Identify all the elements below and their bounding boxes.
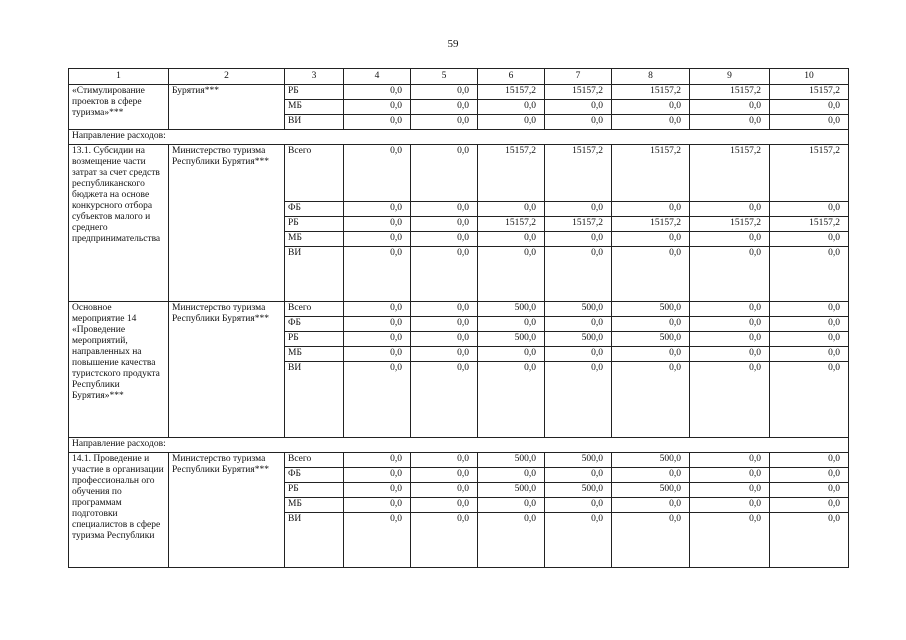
page-number: 59 (447, 38, 459, 50)
amount-cell: 0,0 (344, 483, 411, 498)
amount-cell: 15157,2 (690, 145, 770, 202)
amount-cell: 0,0 (612, 498, 690, 513)
expense-direction-row (69, 438, 849, 453)
amount-cell: 0,0 (690, 453, 770, 468)
amount-cell: 0,0 (411, 453, 478, 468)
amount-cell: 0,0 (770, 115, 849, 130)
table-row (69, 302, 849, 317)
amount-cell: 0,0 (344, 217, 411, 232)
expense-direction-label: Направление расходов: (69, 130, 849, 145)
executor-cell: Бурятия*** (169, 85, 285, 130)
amount-cell: 0,0 (344, 453, 411, 468)
table-row (69, 145, 849, 202)
amount-cell: 0,0 (344, 317, 411, 332)
amount-cell: 0,0 (770, 100, 849, 115)
amount-cell: 0,0 (612, 468, 690, 483)
amount-cell: 0,0 (411, 317, 478, 332)
amount-cell: 0,0 (690, 115, 770, 130)
amount-cell: 0,0 (411, 347, 478, 362)
amount-cell: 0,0 (612, 100, 690, 115)
amount-cell: 0,0 (411, 115, 478, 130)
amount-cell: 15157,2 (690, 217, 770, 232)
table-header-row (69, 69, 849, 85)
amount-cell: 0,0 (344, 232, 411, 247)
amount-cell: 0,0 (344, 332, 411, 347)
amount-cell: 0,0 (411, 232, 478, 247)
amount-cell: 0,0 (478, 498, 545, 513)
amount-cell: 500,0 (612, 483, 690, 498)
program-name-cell: 13.1. Субсидии на возмещение части затрат за счет средств республиканского бюджета на основе конкурсного отбора субъектов малого и среднего предпринимательства (69, 145, 169, 302)
amount-cell: 0,0 (411, 85, 478, 100)
funding-source-cell: МБ (285, 347, 344, 362)
amount-cell: 0,0 (545, 513, 612, 568)
funding-source-cell: РБ (285, 483, 344, 498)
amount-cell: 500,0 (612, 302, 690, 317)
amount-cell: 0,0 (478, 468, 545, 483)
amount-cell: 0,0 (478, 202, 545, 217)
amount-cell: 0,0 (478, 232, 545, 247)
column-number-header: 6 (478, 69, 545, 85)
table-row (69, 453, 849, 468)
amount-cell: 0,0 (690, 302, 770, 317)
amount-cell: 0,0 (478, 100, 545, 115)
amount-cell: 500,0 (478, 453, 545, 468)
amount-cell: 500,0 (545, 332, 612, 347)
amount-cell: 15157,2 (612, 145, 690, 202)
amount-cell: 0,0 (690, 468, 770, 483)
column-number-header: 4 (344, 69, 411, 85)
funding-source-cell: РБ (285, 217, 344, 232)
amount-cell: 15157,2 (612, 85, 690, 100)
amount-cell: 0,0 (344, 513, 411, 568)
executor-cell: Министерство туризма Республики Бурятия*** (169, 302, 285, 438)
amount-cell: 0,0 (612, 202, 690, 217)
amount-cell: 0,0 (411, 100, 478, 115)
amount-cell: 0,0 (545, 362, 612, 438)
amount-cell: 0,0 (344, 347, 411, 362)
amount-cell: 15157,2 (478, 145, 545, 202)
funding-source-cell: Всего (285, 145, 344, 202)
funding-source-cell: ВИ (285, 362, 344, 438)
amount-cell: 500,0 (545, 453, 612, 468)
column-number-header: 2 (169, 69, 285, 85)
amount-cell: 500,0 (478, 332, 545, 347)
amount-cell: 0,0 (545, 115, 612, 130)
amount-cell: 0,0 (344, 302, 411, 317)
amount-cell: 0,0 (612, 362, 690, 438)
amount-cell: 0,0 (411, 247, 478, 302)
amount-cell: 0,0 (344, 498, 411, 513)
amount-cell: 0,0 (612, 513, 690, 568)
amount-cell: 0,0 (545, 347, 612, 362)
amount-cell: 500,0 (612, 332, 690, 347)
amount-cell: 0,0 (545, 468, 612, 483)
table-row (69, 85, 849, 100)
amount-cell: 0,0 (478, 115, 545, 130)
amount-cell: 0,0 (545, 498, 612, 513)
amount-cell: 0,0 (690, 362, 770, 438)
amount-cell: 0,0 (411, 498, 478, 513)
amount-cell: 0,0 (690, 483, 770, 498)
column-number-header: 7 (545, 69, 612, 85)
program-name-cell: Основное мероприятие 14 «Проведение мероприятий, направленных на повышение качества туристского продукта Республики Бурятия»*** (69, 302, 169, 438)
column-number-header: 9 (690, 69, 770, 85)
amount-cell: 0,0 (344, 362, 411, 438)
amount-cell: 0,0 (690, 247, 770, 302)
amount-cell: 15157,2 (478, 217, 545, 232)
amount-cell: 0,0 (545, 317, 612, 332)
amount-cell: 0,0 (690, 202, 770, 217)
funding-source-cell: ФБ (285, 317, 344, 332)
funding-source-cell: ВИ (285, 115, 344, 130)
amount-cell: 0,0 (770, 232, 849, 247)
amount-cell: 0,0 (770, 513, 849, 568)
amount-cell: 0,0 (545, 232, 612, 247)
amount-cell: 0,0 (344, 100, 411, 115)
amount-cell: 0,0 (612, 247, 690, 302)
amount-cell: 15157,2 (770, 217, 849, 232)
amount-cell: 0,0 (770, 202, 849, 217)
amount-cell: 0,0 (690, 317, 770, 332)
amount-cell: 0,0 (478, 347, 545, 362)
amount-cell: 0,0 (344, 247, 411, 302)
amount-cell: 0,0 (411, 217, 478, 232)
amount-cell: 0,0 (770, 483, 849, 498)
amount-cell: 0,0 (690, 498, 770, 513)
amount-cell: 0,0 (478, 317, 545, 332)
amount-cell: 15157,2 (612, 217, 690, 232)
funding-source-cell: ФБ (285, 202, 344, 217)
amount-cell: 0,0 (411, 202, 478, 217)
amount-cell: 0,0 (690, 100, 770, 115)
amount-cell: 0,0 (612, 232, 690, 247)
amount-cell: 0,0 (612, 347, 690, 362)
amount-cell: 0,0 (770, 347, 849, 362)
amount-cell: 0,0 (545, 247, 612, 302)
funding-source-cell: МБ (285, 498, 344, 513)
amount-cell: 0,0 (411, 483, 478, 498)
amount-cell: 0,0 (344, 145, 411, 202)
amount-cell: 15157,2 (770, 145, 849, 202)
column-number-header: 1 (69, 69, 169, 85)
amount-cell: 0,0 (411, 468, 478, 483)
funding-source-cell: РБ (285, 332, 344, 347)
column-number-header: 10 (770, 69, 849, 85)
funding-source-cell: ВИ (285, 513, 344, 568)
amount-cell: 0,0 (344, 115, 411, 130)
amount-cell: 0,0 (770, 468, 849, 483)
amount-cell: 15157,2 (690, 85, 770, 100)
funding-source-cell: Всего (285, 453, 344, 468)
executor-cell: Министерство туризма Республики Бурятия*** (169, 145, 285, 302)
amount-cell: 15157,2 (545, 85, 612, 100)
expense-direction-row (69, 130, 849, 145)
program-name-cell: 14.1. Проведение и участие в организации профессиональн ого обучения по программам подготовки специалистов в сфере туризма Республики (69, 453, 169, 568)
amount-cell: 15157,2 (770, 85, 849, 100)
funding-source-cell: Всего (285, 302, 344, 317)
amount-cell: 0,0 (612, 317, 690, 332)
amount-cell: 0,0 (770, 453, 849, 468)
amount-cell: 0,0 (690, 332, 770, 347)
amount-cell: 0,0 (411, 513, 478, 568)
amount-cell: 0,0 (478, 513, 545, 568)
column-number-header: 3 (285, 69, 344, 85)
amount-cell: 0,0 (411, 332, 478, 347)
column-number-header: 8 (612, 69, 690, 85)
funding-source-cell: ВИ (285, 247, 344, 302)
executor-cell: Министерство туризма Республики Бурятия*** (169, 453, 285, 568)
funding-source-cell: ФБ (285, 468, 344, 483)
program-name-cell: «Стимулирование проектов в сфере туризма»*** (69, 85, 169, 130)
amount-cell: 500,0 (478, 302, 545, 317)
amount-cell: 0,0 (690, 232, 770, 247)
amount-cell: 0,0 (770, 317, 849, 332)
funding-source-cell: МБ (285, 100, 344, 115)
amount-cell: 500,0 (478, 483, 545, 498)
amount-cell: 0,0 (478, 362, 545, 438)
amount-cell: 0,0 (770, 498, 849, 513)
amount-cell: 0,0 (344, 468, 411, 483)
amount-cell: 500,0 (545, 302, 612, 317)
amount-cell: 15157,2 (545, 145, 612, 202)
amount-cell: 0,0 (770, 302, 849, 317)
amount-cell: 0,0 (770, 362, 849, 438)
amount-cell: 0,0 (411, 302, 478, 317)
amount-cell: 0,0 (690, 513, 770, 568)
amount-cell: 500,0 (545, 483, 612, 498)
amount-cell: 0,0 (770, 332, 849, 347)
amount-cell: 15157,2 (545, 217, 612, 232)
amount-cell: 0,0 (344, 202, 411, 217)
amount-cell: 15157,2 (478, 85, 545, 100)
funding-source-cell: РБ (285, 85, 344, 100)
column-number-header: 5 (411, 69, 478, 85)
amount-cell: 0,0 (344, 85, 411, 100)
expense-direction-label: Направление расходов: (69, 438, 849, 453)
amount-cell: 0,0 (411, 145, 478, 202)
amount-cell: 0,0 (478, 247, 545, 302)
budget-table (68, 68, 849, 568)
amount-cell: 500,0 (612, 453, 690, 468)
amount-cell: 0,0 (770, 247, 849, 302)
amount-cell: 0,0 (612, 115, 690, 130)
amount-cell: 0,0 (545, 202, 612, 217)
amount-cell: 0,0 (690, 347, 770, 362)
funding-source-cell: МБ (285, 232, 344, 247)
amount-cell: 0,0 (411, 362, 478, 438)
amount-cell: 0,0 (545, 100, 612, 115)
